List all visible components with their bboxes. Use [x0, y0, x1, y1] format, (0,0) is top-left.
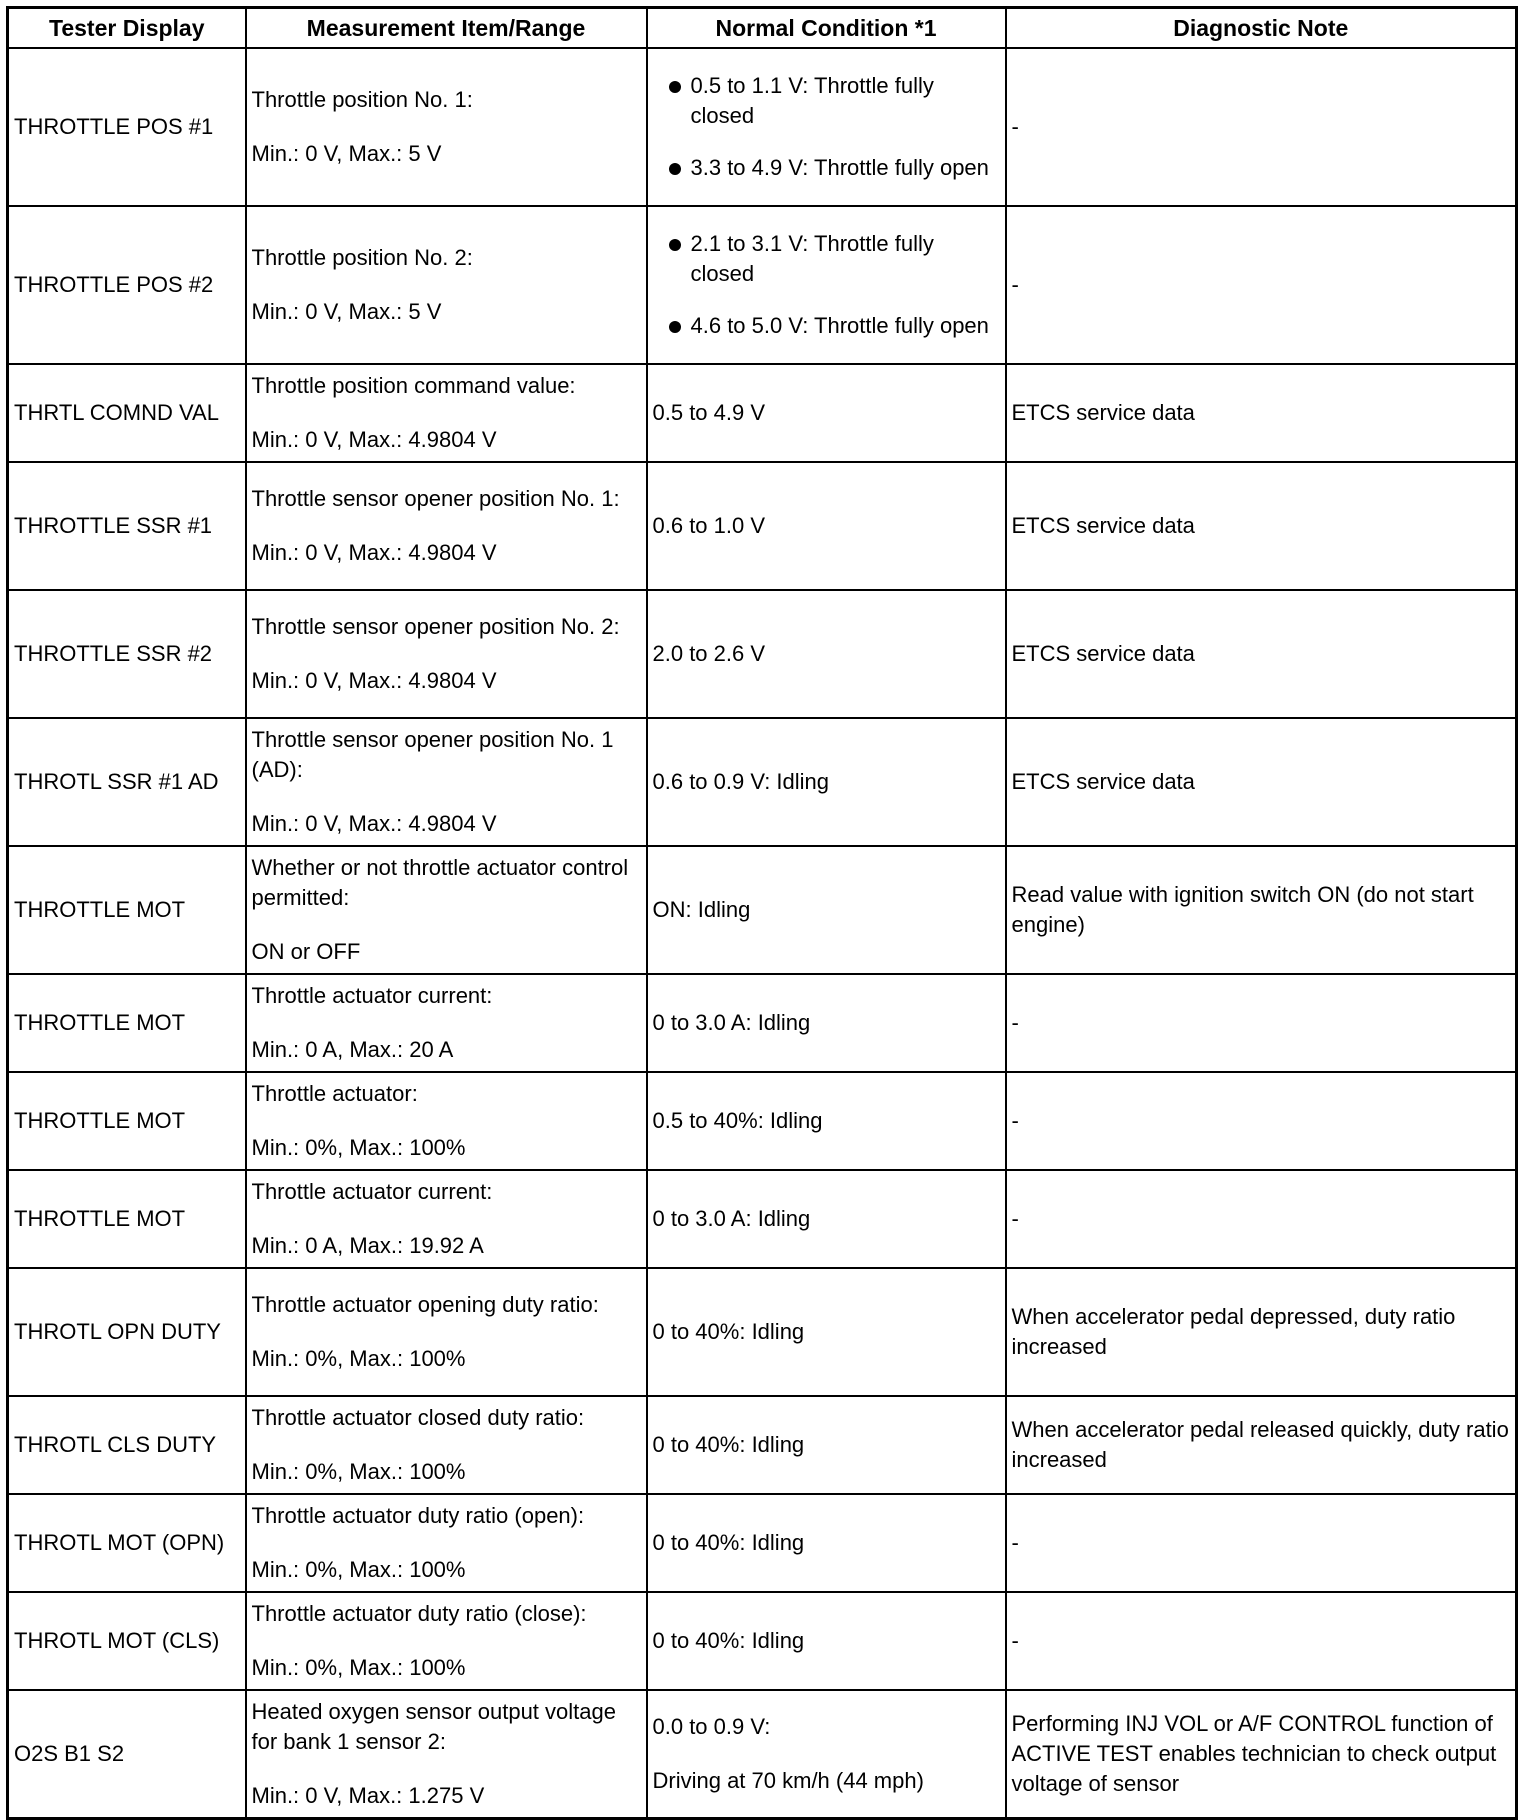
tester-display-cell: THROTL OPN DUTY [8, 1268, 246, 1396]
condition-item: 4.6 to 5.0 V: Throttle fully open [653, 311, 1000, 341]
condition-item: 2.1 to 3.1 V: Throttle fully closed [653, 229, 1000, 289]
measurement-range: Min.: 0 V, Max.: 5 V [251, 299, 442, 324]
tester-display-cell: THROTTLE SSR #1 [8, 462, 246, 590]
measurement-item: Throttle position No. 1: [251, 87, 473, 112]
measurement-item: Throttle sensor opener position No. 1: [251, 486, 620, 511]
measurement-item: Throttle sensor opener position No. 1 (AD): [251, 727, 614, 782]
header-tester-display: Tester Display [8, 8, 246, 49]
normal-condition-cell: 0 to 3.0 A: Idling [647, 1170, 1006, 1268]
measurement-item: Throttle actuator duty ratio (open): [251, 1503, 585, 1528]
normal-condition-cell [647, 1690, 1006, 1818]
table-row [8, 206, 1517, 364]
normal-condition-cell [647, 206, 1006, 364]
table-row [8, 1072, 1517, 1170]
data-table-container [6, 6, 1518, 1820]
tester-display-cell: THRTL COMND VAL [8, 364, 246, 462]
diagnostic-note-cell: Performing INJ VOL or A/F CONTROL function of ACTIVE TEST enables technician to check output voltage of sensor [1006, 1690, 1517, 1818]
table-row [8, 364, 1517, 462]
measurement-item: Throttle position No. 2: [251, 245, 473, 270]
table-row [8, 1592, 1517, 1690]
measurement-range: Min.: 0 V, Max.: 4.9804 V [251, 811, 497, 836]
measurement-cell [246, 974, 647, 1072]
measurement-range: Min.: 0 V, Max.: 4.9804 V [251, 540, 497, 565]
measurement-item: Throttle actuator closed duty ratio: [251, 1405, 585, 1430]
tester-display-cell: THROTL CLS DUTY [8, 1396, 246, 1494]
measurement-cell [246, 48, 647, 206]
measurement-cell [246, 1592, 647, 1690]
normal-condition-cell: 0.5 to 40%: Idling [647, 1072, 1006, 1170]
normal-condition-cell: ON: Idling [647, 846, 1006, 974]
tester-display-cell: THROTTLE POS #1 [8, 48, 246, 206]
diagnostic-note-cell: When accelerator pedal released quickly, duty ratio increased [1006, 1396, 1517, 1494]
measurement-range: Min.: 0 A, Max.: 20 A [251, 1037, 454, 1062]
tester-display-cell: THROTTLE MOT [8, 1170, 246, 1268]
bullet-icon [669, 163, 681, 175]
tester-display-cell: O2S B1 S2 [8, 1690, 246, 1818]
table-row [8, 48, 1517, 206]
measurement-cell [246, 1396, 647, 1494]
table-row [8, 974, 1517, 1072]
measurement-range: Min.: 0 A, Max.: 19.92 A [251, 1233, 484, 1258]
table-row [8, 590, 1517, 718]
measurement-cell [246, 1690, 647, 1818]
tester-display-cell: THROTL SSR #1 AD [8, 718, 246, 846]
data-list-table [6, 6, 1518, 1820]
measurement-range: Min.: 0%, Max.: 100% [251, 1459, 466, 1484]
tester-display-cell: THROTL MOT (CLS) [8, 1592, 246, 1690]
measurement-range: Min.: 0 V, Max.: 1.275 V [251, 1782, 485, 1808]
normal-condition-cell: 0.5 to 4.9 V [647, 364, 1006, 462]
measurement-cell [246, 1170, 647, 1268]
measurement-range: Min.: 0%, Max.: 100% [251, 1346, 466, 1371]
table-row [8, 1396, 1517, 1494]
tester-display-cell: THROTTLE MOT [8, 1072, 246, 1170]
table-row [8, 1170, 1517, 1268]
bullet-icon [669, 81, 681, 93]
diagnostic-note-cell: - [1006, 974, 1517, 1072]
diagnostic-note-cell: ETCS service data [1006, 462, 1517, 590]
measurement-range: Min.: 0%, Max.: 100% [251, 1557, 466, 1582]
measurement-cell [246, 462, 647, 590]
diagnostic-note-cell: - [1006, 1494, 1517, 1592]
measurement-item: Heated oxygen sensor output voltage for bank 1 sensor 2: [251, 1698, 616, 1754]
measurement-range: Min.: 0 V, Max.: 4.9804 V [251, 427, 497, 452]
diagnostic-note-cell: Read value with ignition switch ON (do not start engine) [1006, 846, 1517, 974]
normal-condition-cell: 0.6 to 0.9 V: Idling [647, 718, 1006, 846]
measurement-item: Throttle actuator: [251, 1081, 418, 1106]
measurement-cell [246, 1072, 647, 1170]
measurement-item: Throttle sensor opener position No. 2: [251, 614, 620, 639]
table-row [8, 718, 1517, 846]
header-measurement-item: Measurement Item/Range [246, 8, 647, 49]
condition-value: 0.0 to 0.9 V: [652, 1713, 771, 1739]
measurement-range: Min.: 0 V, Max.: 4.9804 V [251, 668, 497, 693]
normal-condition-cell: 0 to 40%: Idling [647, 1396, 1006, 1494]
tester-display-cell: THROTTLE MOT [8, 974, 246, 1072]
tester-display-cell: THROTTLE POS #2 [8, 206, 246, 364]
table-row [8, 846, 1517, 974]
measurement-range: ON or OFF [251, 939, 361, 964]
diagnostic-note-cell: When accelerator pedal depressed, duty ratio increased [1006, 1268, 1517, 1396]
bullet-icon [669, 321, 681, 333]
condition-item: 3.3 to 4.9 V: Throttle fully open [653, 153, 1000, 183]
measurement-item: Throttle position command value: [251, 373, 576, 398]
normal-condition-cell [647, 48, 1006, 206]
measurement-cell [246, 206, 647, 364]
diagnostic-note-cell: ETCS service data [1006, 590, 1517, 718]
header-diagnostic-note: Diagnostic Note [1006, 8, 1517, 49]
normal-condition-cell: 0 to 40%: Idling [647, 1268, 1006, 1396]
measurement-range: Min.: 0 V, Max.: 5 V [251, 141, 442, 166]
normal-condition-cell: 0 to 40%: Idling [647, 1494, 1006, 1592]
normal-condition-cell: 2.0 to 2.6 V [647, 590, 1006, 718]
bullet-icon [669, 239, 681, 251]
measurement-cell [246, 1494, 647, 1592]
diagnostic-note-cell: - [1006, 48, 1517, 206]
measurement-item: Throttle actuator duty ratio (close): [251, 1601, 587, 1626]
measurement-cell [246, 590, 647, 718]
table-row [8, 462, 1517, 590]
table-row [8, 1690, 1517, 1818]
diagnostic-note-cell: - [1006, 1170, 1517, 1268]
diagnostic-note-cell: - [1006, 206, 1517, 364]
table-header-row [8, 8, 1517, 49]
measurement-range: Min.: 0%, Max.: 100% [251, 1135, 466, 1160]
tester-display-cell: THROTTLE SSR #2 [8, 590, 246, 718]
measurement-range: Min.: 0%, Max.: 100% [251, 1655, 466, 1680]
tester-display-cell: THROTL MOT (OPN) [8, 1494, 246, 1592]
tester-display-cell: THROTTLE MOT [8, 846, 246, 974]
normal-condition-cell: 0 to 40%: Idling [647, 1592, 1006, 1690]
diagnostic-note-cell: - [1006, 1072, 1517, 1170]
measurement-cell [246, 718, 647, 846]
diagnostic-note-cell: ETCS service data [1006, 364, 1517, 462]
normal-condition-cell: 0 to 3.0 A: Idling [647, 974, 1006, 1072]
measurement-cell [246, 364, 647, 462]
table-row [8, 1494, 1517, 1592]
measurement-item: Throttle actuator opening duty ratio: [251, 1292, 599, 1317]
diagnostic-note-cell: - [1006, 1592, 1517, 1690]
diagnostic-note-cell: ETCS service data [1006, 718, 1517, 846]
measurement-item: Whether or not throttle actuator control permitted: [251, 855, 629, 910]
normal-condition-cell: 0.6 to 1.0 V [647, 462, 1006, 590]
condition-extra: Driving at 70 km/h (44 mph) [652, 1767, 924, 1793]
measurement-item: Throttle actuator current: [251, 983, 493, 1008]
condition-item: 0.5 to 1.1 V: Throttle fully closed [653, 71, 1000, 131]
measurement-cell [246, 846, 647, 974]
header-normal-condition: Normal Condition *1 [647, 8, 1006, 49]
measurement-item: Throttle actuator current: [251, 1179, 493, 1204]
measurement-cell [246, 1268, 647, 1396]
table-row [8, 1268, 1517, 1396]
